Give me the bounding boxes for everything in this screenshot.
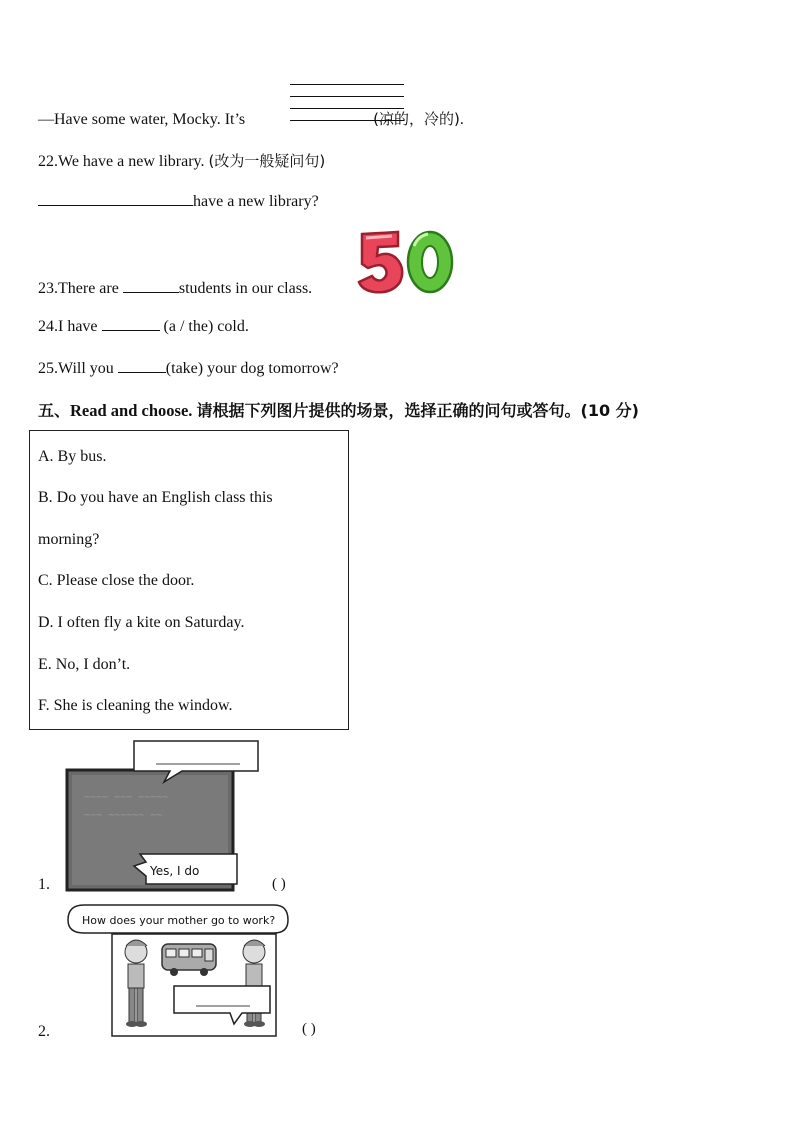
picture-1-answer-paren[interactable]: ( ) (272, 876, 286, 892)
q22-hint: (改为一般疑问句) (208, 152, 326, 170)
question-23 (38, 278, 312, 298)
svg-text:~~~ ~~~~~~ ~~: ~~~ ~~~~~~ ~~ (84, 810, 163, 821)
option-c: C. Please close the door. (38, 572, 195, 589)
q24-blank[interactable] (102, 316, 160, 331)
q23-post: students in our class. (178, 280, 313, 297)
q22-answer-tail: have a new library? (193, 193, 319, 210)
q23-pre: 23.There are (38, 280, 119, 297)
q21-text: Have some water, Mocky. It’s (54, 111, 246, 128)
picture-1-label: 1. (38, 876, 50, 893)
q21-end: . (459, 111, 464, 128)
q25-pre: 25.Will you (38, 360, 114, 377)
option-e: E. No, I don’t. (38, 656, 131, 673)
option-d: D. I often fly a kite on Saturday. (38, 614, 245, 631)
bubble-question-text: How does your mother go to work? (82, 914, 276, 927)
question-22-answer (38, 191, 319, 211)
picture-1-blackboard-scene (64, 738, 264, 894)
q21-hint: (凉的，冷的) (373, 110, 460, 128)
picture-2-answer-paren[interactable]: ( ) (302, 1021, 316, 1037)
bubble-answer-text: Yes, I do (150, 864, 200, 878)
option-b-continued: morning? (38, 531, 100, 548)
section-number: 五、 (38, 401, 71, 420)
q23-blank[interactable] (123, 278, 179, 293)
question-24 (38, 316, 249, 336)
picture-2-bus-scene (64, 902, 294, 1040)
picture-2-label: 2. (38, 1023, 50, 1040)
svg-text:~~~~ ~~~ ~~~~~: ~~~~ ~~~ ~~~~~ (84, 792, 169, 803)
q22-text: 22.We have a new library. (38, 153, 205, 170)
q25-post: (take) your dog tomorrow? (165, 360, 339, 377)
section-title: Read and choose. (70, 401, 193, 420)
option-a: A. By bus. (38, 448, 107, 465)
q24-pre: 24.I have (38, 318, 98, 335)
option-b: B. Do you have an English class this (38, 489, 273, 506)
digit-zero (408, 232, 452, 292)
q21-dash: — (38, 111, 54, 128)
question-21 (38, 108, 464, 129)
digit-five (359, 232, 402, 292)
section-heading (38, 398, 639, 421)
q25-blank[interactable] (118, 358, 166, 373)
q22-answer-blank[interactable] (38, 191, 193, 206)
question-25 (38, 358, 339, 378)
q24-post: (a / the) cold. (163, 318, 249, 335)
options-box (29, 430, 349, 730)
question-22 (38, 150, 325, 171)
option-f: F. She is cleaning the window. (38, 697, 233, 714)
section-instruction: 请根据下列图片提供的场景，选择正确的问句或答句。(10 分) (196, 401, 639, 420)
number-50-image (356, 226, 456, 296)
